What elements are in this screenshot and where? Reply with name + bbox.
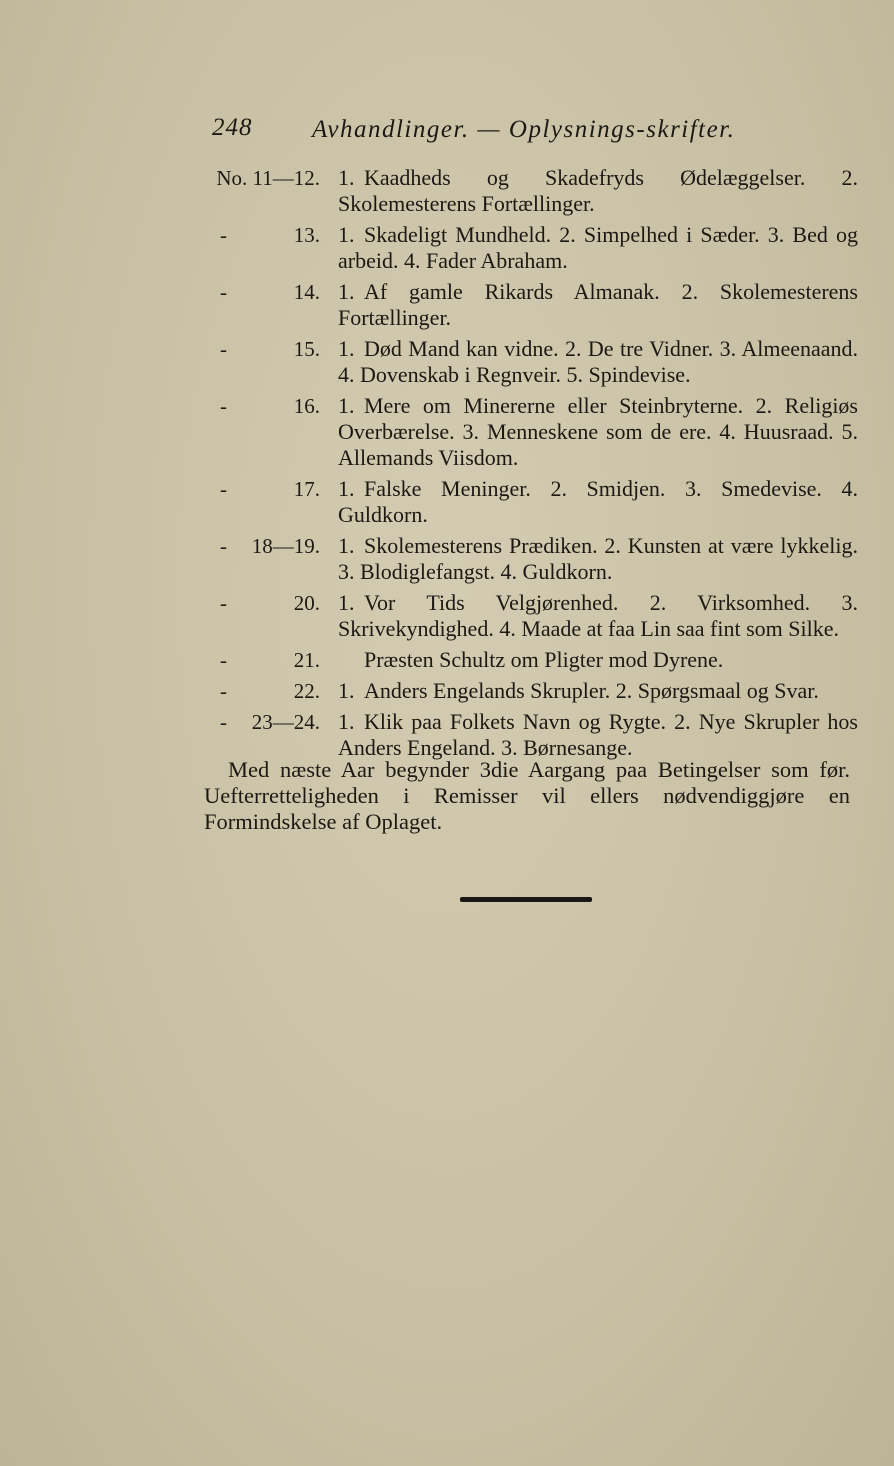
issue-contents [338,279,862,331]
ditto-dash: - [220,679,227,703]
list-item [212,678,862,704]
list-item [212,647,862,673]
item-titles: Af gamle Rikards Almanak. 2. Skolemesterens Fortællinger. [338,279,858,330]
list-item [212,222,862,274]
issue-number-label: 18—19. [251,534,320,558]
ditto-dash: - [220,394,227,418]
page-number: 248 [212,114,253,141]
issue-contents [338,476,862,528]
issue-number-label: 22. [293,679,320,703]
ditto-dash: - [220,648,227,672]
issue-contents [338,393,862,471]
list-item [212,476,862,528]
item-titles: Skadeligt Mundheld. 2. Simpelhed i Sæder. 3. Bed og arbeid. 4. Fader Abraham. [338,222,858,273]
page-header [212,110,772,150]
issue-number-label: 23—24. [251,710,320,734]
issue-number-label: 16. [293,394,320,418]
list-item [212,709,862,761]
item-lead-number: 1. [338,393,355,418]
item-titles: Kaadheds og Skadefryds Ødelæggelser. 2. Skolemesterens Fortællinger. [338,165,858,216]
item-titles: Mere om Minererne eller Steinbryterne. 2. Religiøs Overbærelse. 3. Menneskene som de ere. 4. Huusraad. 5. Allemands Viisdom. [338,393,858,470]
item-lead-number: 1. [338,222,355,247]
item-titles: Vor Tids Velgjørenhed. 2. Virksomhed. 3. Skrivekyndighed. 4. Maade at faa Lin saa fint som Silke. [338,590,858,641]
issue-contents [338,709,862,761]
item-lead-number: 1. [338,279,355,304]
running-title: Avhandlinger. — Oplysnings-skrifter. [312,116,736,143]
item-lead-number: 1. [338,165,355,190]
issue-number-label: 21. [293,648,320,672]
item-lead-number: 1. [338,533,355,558]
item-titles: Præsten Schultz om Pligter mod Dyrene. [364,647,724,672]
ditto-dash: - [220,591,227,615]
closing-notice: Med næste Aar begynder 3die Aargang paa Betingelser som før. Uefterretteligheden i Remisser vil ellers nødvendiggjøre en Formindskelse af Oplaget. [204,756,850,834]
list-item [212,590,862,642]
list-item [212,279,862,331]
issue-number-label: 20. [293,591,320,615]
ditto-dash: - [220,477,227,501]
issue-number-label: No. 11—12. [216,166,320,190]
item-titles: Død Mand kan vidne. 2. De tre Vidner. 3. Almeenaand. 4. Dovenskab i Regnveir. 5. Spindevise. [338,336,858,387]
item-lead-number: 1. [338,678,355,703]
issue-contents [338,678,862,704]
list-item [212,393,862,471]
issue-contents [338,336,862,388]
item-lead-number: 1. [338,590,355,615]
issue-number-label: 15. [293,337,320,361]
item-titles: Skolemesterens Prædiken. 2. Kunsten at være lykkelig. 3. Blodiglefangst. 4. Guldkorn. [338,533,858,584]
issue-contents [338,222,862,274]
ditto-dash: - [220,534,227,558]
ditto-dash: - [220,223,227,247]
issue-list [212,165,862,766]
list-item [212,533,862,585]
issue-contents [338,533,862,585]
list-item [212,165,862,217]
item-lead-number: 1. [338,709,355,734]
issue-number-label: 13. [293,223,320,247]
item-titles: Klik paa Folkets Navn og Rygte. 2. Nye Skrupler hos Anders Engeland. 3. Børnesange. [338,709,858,760]
item-titles: Falske Meninger. 2. Smidjen. 3. Smedevise. 4. Guldkorn. [338,476,858,527]
item-titles: Anders Engelands Skrupler. 2. Spørgsmaal og Svar. [364,678,819,703]
list-item [212,336,862,388]
ditto-dash: - [220,280,227,304]
issue-number-label: 17. [293,477,320,501]
issue-number-label: 14. [293,280,320,304]
issue-contents [338,590,862,642]
end-rule [460,897,592,902]
ditto-dash: - [220,337,227,361]
issue-contents [338,647,862,673]
item-lead-number: 1. [338,476,355,501]
item-lead-number: 1. [338,336,355,361]
issue-contents [338,165,862,217]
ditto-dash: - [220,710,227,734]
